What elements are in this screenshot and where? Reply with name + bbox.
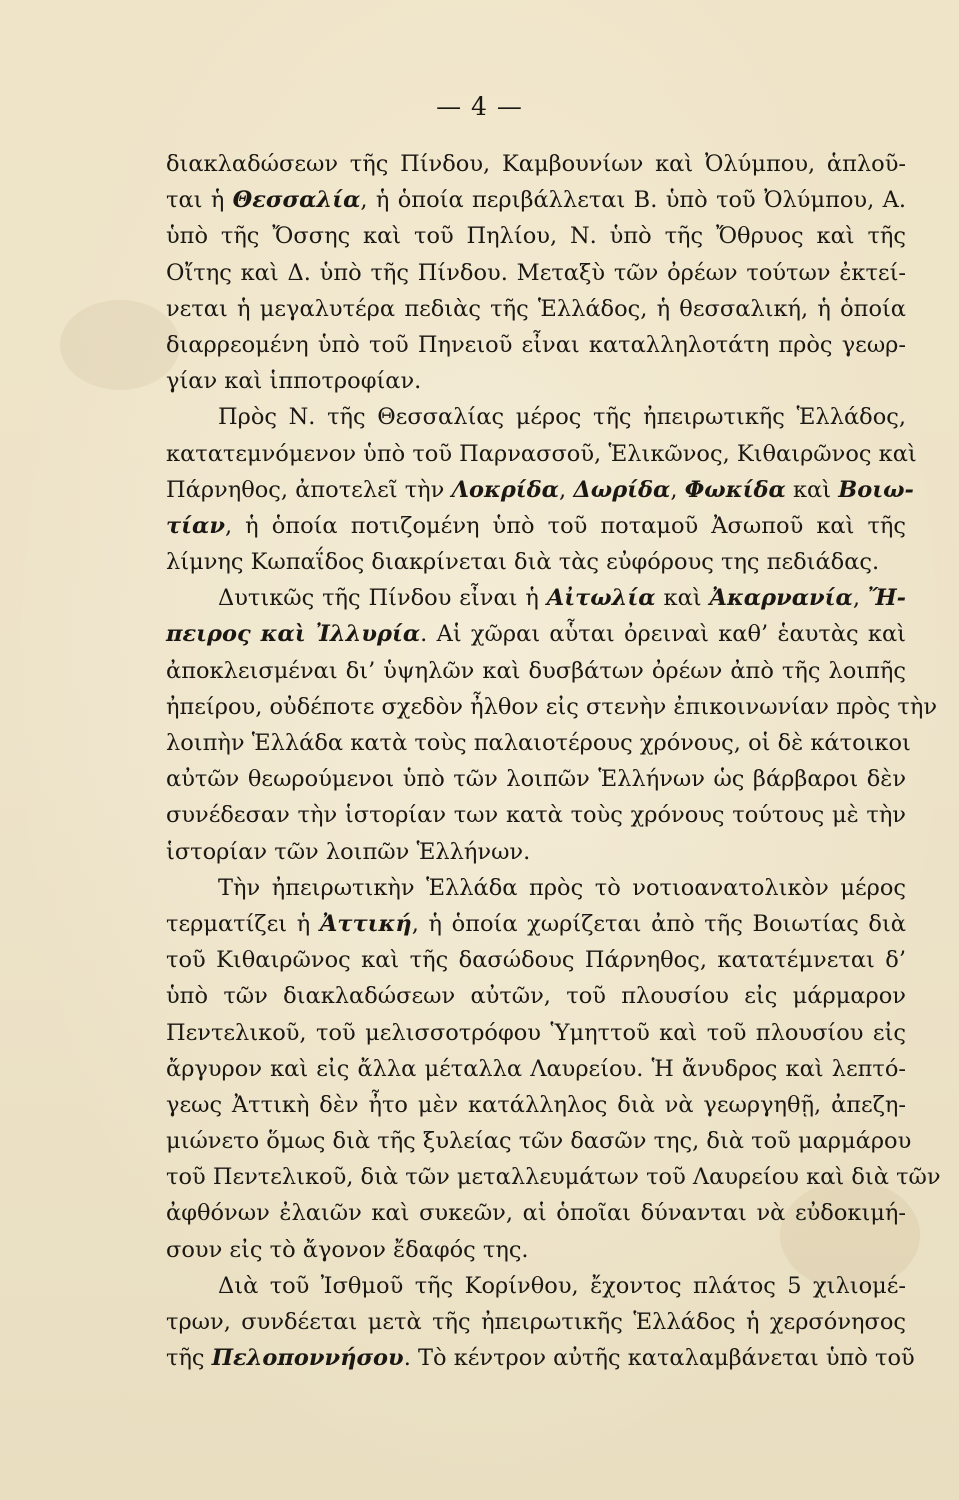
text-line (166, 472, 914, 508)
emphasized-place-name: Αἰτωλία (546, 585, 656, 612)
text-run: , ἡ ὁποία περιβάλλεται Β. ὑπὸ τοῦ Ὀλύμπου, Α. (360, 187, 907, 214)
text-line (166, 508, 906, 544)
body-text (166, 146, 941, 1376)
text-line (166, 1195, 906, 1231)
text-run: , (670, 476, 685, 503)
text-run: , (559, 476, 574, 503)
text-run: μιώνετο ὅμως διὰ τῆς ξυλείας τῶν δασῶν της, διὰ τοῦ μαρμάρου (166, 1128, 912, 1155)
text-line (166, 942, 906, 978)
emphasized-place-name: Πελοποννήσου (211, 1345, 404, 1372)
text-line (166, 255, 906, 291)
text-run: γεως Ἀττικὴ δὲν ἦτο μὲν κατάλληλος διὰ νὰ γεωργηθῇ, ἀπεζη- (166, 1091, 906, 1118)
text-run: τοῦ Κιθαιρῶνος καὶ τῆς δασώδους Πάρνηθος, κατατέμνεται δ’ (166, 947, 906, 974)
text-line (166, 725, 911, 761)
emphasized-place-name: Θεσσαλία (232, 187, 361, 214)
text-run: Διὰ τοῦ Ἰσθμοῦ τῆς Κορίνθου, ἔχοντος πλάτος 5 χιλιομέ- (218, 1272, 906, 1299)
text-line (166, 978, 906, 1014)
text-run: σουν εἰς τὸ ἄγονον ἔδαφός της. (166, 1236, 529, 1263)
emphasized-place-name: Φωκίδα (684, 476, 786, 503)
text-line (166, 1340, 915, 1376)
text-line (166, 1268, 906, 1304)
text-run: . Τὸ κέντρον αὐτῆς καταλαμβάνεται ὑπὸ τοῦ (403, 1345, 915, 1372)
text-run: Δυτικῶς τῆς Πίνδου εἶναι ἡ (218, 585, 547, 612)
emphasized-place-name: Ἀττική (319, 910, 412, 937)
text-run: διαρρεομένη ὑπὸ τοῦ Πηνειοῦ εἶναι καταλληλοτάτη πρὸς γεωρ- (166, 331, 906, 358)
text-run: ἀφθόνων ἐλαιῶν καὶ συκεῶν, αἱ ὁποῖαι δύνανται νὰ εὐδοκιμή- (166, 1200, 906, 1227)
text-line (166, 1232, 906, 1268)
text-run: Τὴν ἠπειρωτικὴν Ἑλλάδα πρὸς τὸ νοτιοανατολικὸν μέρος (218, 874, 906, 901)
text-line (166, 653, 906, 689)
emphasized-place-name: πειρος καὶ Ἰλλυρία (166, 621, 421, 648)
text-run: Οἴτης καὶ Δ. ὑπὸ τῆς Πίνδου. Μεταξὺ τῶν ὀρέων τούτων ἐκτεί- (166, 259, 906, 286)
text-line (166, 1159, 941, 1195)
text-line (166, 689, 938, 725)
text-line (166, 327, 906, 363)
text-run: τῆς (166, 1345, 212, 1372)
text-line (166, 834, 906, 870)
text-run: γίαν καὶ ἱπποτροφίαν. (166, 368, 422, 395)
text-line (166, 761, 906, 797)
emphasized-place-name: τίαν (166, 512, 225, 539)
paper-stain (60, 300, 180, 390)
text-run: τερματίζει ἡ (166, 910, 320, 937)
text-run: Πεντελικοῦ, τοῦ μελισσοτρόφου Ὑμηττοῦ καὶ τοῦ πλουσίου εἰς (166, 1019, 906, 1046)
text-line (166, 870, 906, 906)
emphasized-place-name: Δωρίδα (573, 476, 671, 503)
text-run: συνέδεσαν τὴν ἱστορίαν των κατὰ τοὺς χρόνους τούτους μὲ τὴν (166, 802, 906, 829)
text-line (166, 146, 906, 182)
text-line (166, 1304, 906, 1340)
text-line (166, 906, 906, 942)
text-run: Πάρνηθος, ἀποτελεῖ τὴν (166, 476, 452, 503)
text-run: νεται ἡ μεγαλυτέρα πεδιὰς τῆς Ἑλλάδος, ἡ θεσσαλική, ἡ ὁποία (166, 295, 906, 322)
text-line (166, 291, 906, 327)
page-number: — 4 — (436, 92, 523, 121)
text-run: , ἡ ὁποία ποτιζομένη ὑπὸ τοῦ ποταμοῦ Ἀσωποῦ καὶ τῆς (224, 512, 906, 539)
text-line (166, 182, 906, 218)
text-run: ἄργυρον καὶ εἰς ἄλλα μέταλλα Λαυρείου. Ἡ ἄνυδρος καὶ λεπτό- (166, 1055, 906, 1082)
emphasized-place-name: Ἀκαρνανία (709, 585, 853, 612)
text-line (166, 436, 917, 472)
text-run: λίμνης Κωπαΐδος διακρίνεται διὰ τὰς εὐφόρους της πεδιάδας. (166, 549, 880, 576)
text-line (166, 218, 906, 254)
text-run: ὑπὸ τῆς Ὄσσης καὶ τοῦ Πηλίου, Ν. ὑπὸ τῆς Ὄθρυος καὶ τῆς (166, 223, 906, 250)
emphasized-place-name: Λοκρίδα (451, 476, 559, 503)
text-run: ἠπείρου, οὐδέποτε σχεδὸν ἦλθον εἰς στενὴν ἐπικοινωνίαν πρὸς τὴν (166, 693, 938, 720)
text-line (166, 580, 906, 616)
text-run: ἱστορίαν τῶν λοιπῶν Ἑλλήνων. (166, 838, 531, 865)
text-run: καὶ (655, 585, 710, 612)
text-run: , (852, 585, 868, 612)
text-run: αὐτῶν θεωρούμενοι ὑπὸ τῶν λοιπῶν Ἑλλήνων ὡς βάρβαροι δὲν (166, 766, 906, 793)
text-line (166, 399, 906, 435)
text-line (166, 1015, 906, 1051)
text-run: κατατεμνόμενον ὑπὸ τοῦ Παρνασσοῦ, Ἑλικῶνος, Κιθαιρῶνος καὶ (166, 440, 917, 467)
text-run: ται ἡ (166, 187, 233, 214)
emphasized-place-name: Ἤ- (867, 585, 906, 612)
text-run: λοιπὴν Ἑλλάδα κατὰ τοὺς παλαιοτέρους χρόνους, οἱ δὲ κάτοικοι (166, 730, 911, 756)
emphasized-place-name: Βοιω- (838, 476, 914, 503)
text-run: καὶ (785, 476, 839, 503)
text-line (166, 1087, 906, 1123)
text-run: , ἡ ὁποία χωρίζεται ἀπὸ τῆς Βοιωτίας διὰ (411, 910, 906, 937)
text-line (166, 1051, 906, 1087)
text-run: ὑπὸ τῶν διακλαδώσεων αὐτῶν, τοῦ πλουσίου εἰς μάρμαρον (166, 983, 906, 1010)
text-run: . Αἱ χῶραι αὗται ὀρειναὶ καθ’ ἑαυτὰς καὶ (420, 621, 906, 648)
text-run: τοῦ Πεντελικοῦ, διὰ τῶν μεταλλευμάτων τοῦ Λαυρείου καὶ διὰ τῶν (166, 1164, 941, 1191)
text-run: Πρὸς Ν. τῆς Θεσσαλίας μέρος τῆς ἠπειρωτικῆς Ἑλλάδος, (218, 404, 906, 431)
text-line (166, 616, 906, 652)
text-line (166, 363, 906, 399)
text-line (166, 544, 906, 580)
text-run: διακλαδώσεων τῆς Πίνδου, Καμβουνίων καὶ Ὀλύμπου, ἁπλοῦ- (166, 151, 906, 177)
text-run: ἀποκλεισμέναι δι’ ὑψηλῶν καὶ δυσβάτων ὀρέων ἀπὸ τῆς λοιπῆς (166, 657, 906, 684)
text-line (166, 797, 906, 833)
text-line (166, 1123, 912, 1159)
text-run: τρων, συνδέεται μετὰ τῆς ἠπειρωτικῆς Ἑλλάδος ἡ χερσόνησος (166, 1309, 906, 1335)
